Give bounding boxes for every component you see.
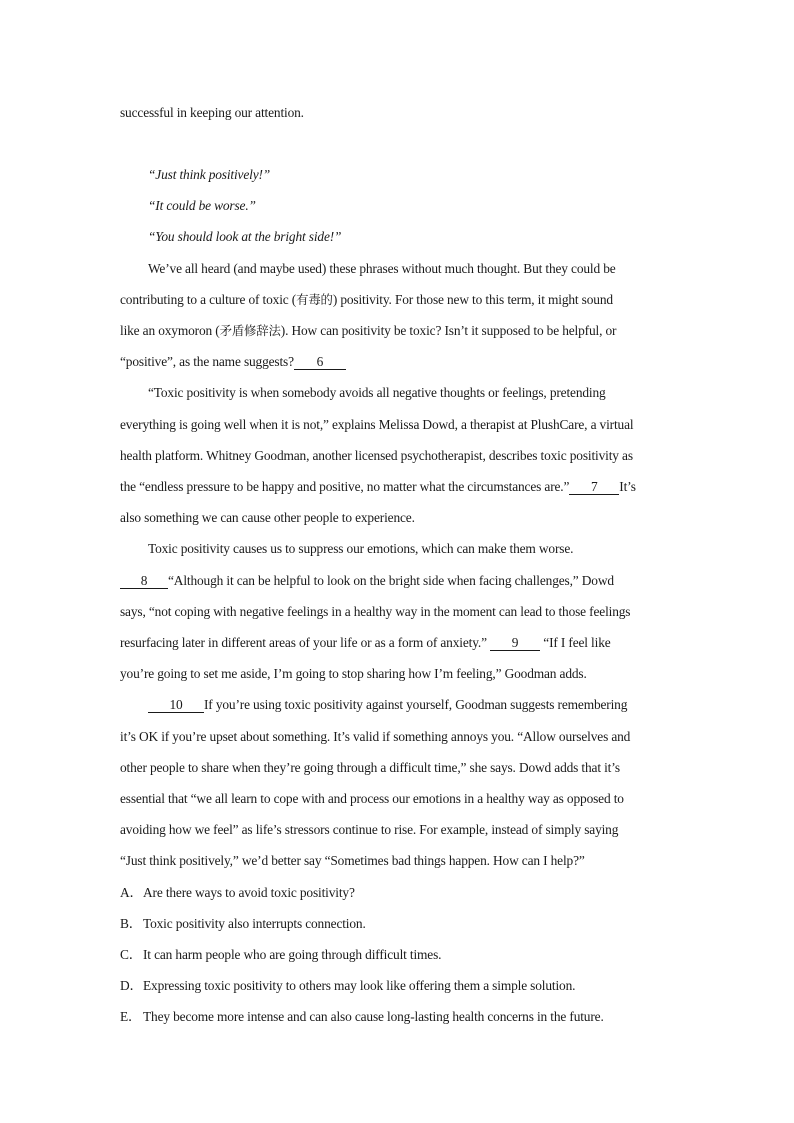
paragraph-line: also something we can cause other people to experience.: [120, 510, 415, 525]
paragraph-line: you’re going to set me aside, I’m going to stop sharing how I’m feeling,” Goodman adds.: [120, 666, 587, 681]
option-text: They become more intense and can also cause long-lasting health concerns in the future.: [143, 1009, 604, 1024]
paragraph-line: like an oxymoron (矛盾修辞法). How can positivity be toxic? Isn’t it supposed to be helpful, or: [120, 323, 617, 338]
paragraph-line: “Toxic positivity is when somebody avoids all negative thoughts or feelings, pretending: [148, 385, 606, 400]
paragraph-line: says, “not coping with negative feelings in a healthy way in the moment can lead to those feelings: [120, 604, 631, 619]
paragraph-line: health platform. Whitney Goodman, another licensed psychotherapist, describes toxic positivity as: [120, 448, 633, 463]
paragraph-line: We’ve all heard (and maybe used) these phrases without much thought. But they could be: [148, 261, 616, 276]
paragraph-line: contributing to a culture of toxic (有毒的) positivity. For those new to this term, it might sound: [120, 292, 613, 307]
paragraph-line: Toxic positivity causes us to suppress our emotions, which can make them worse.: [148, 541, 574, 556]
option-c: [120, 946, 441, 964]
option-e: [120, 1008, 604, 1026]
option-text: Are there ways to avoid toxic positivity?: [143, 885, 355, 900]
paragraph-line: “positive”, as the name suggests? 6: [120, 353, 346, 371]
option-letter: A．: [120, 885, 143, 900]
option-text: Toxic positivity also interrupts connection.: [143, 916, 366, 931]
paragraph-line: essential that “we all learn to cope with and process our emotions in a healthy way as opposed to: [120, 791, 624, 806]
paragraph-line: 8 “Although it can be helpful to look on the bright side when facing challenges,” Dowd: [120, 572, 614, 590]
paragraph-line: “Just think positively,” we’d better say “Sometimes bad things happen. How can I help?”: [120, 853, 585, 868]
option-letter: D．: [120, 978, 143, 993]
paragraph-line: the “endless pressure to be happy and positive, no matter what the circumstances are.” 7 It’s: [120, 479, 636, 494]
option-letter: B．: [120, 916, 143, 931]
option-b: [120, 915, 366, 933]
blank-6: 6: [294, 354, 346, 370]
paragraph-line: it’s OK if you’re upset about something. It’s valid if something annoys you. “Allow ourselves and: [120, 729, 631, 744]
paragraph-line: 10 If you’re using toxic positivity against yourself, Goodman suggests remembering: [148, 696, 627, 714]
paragraph-line: resurfacing later in different areas of your life or as a form of anxiety.” 9 “If I feel like: [120, 635, 611, 650]
blank-8: 8: [120, 573, 168, 589]
blank-7: 7: [569, 479, 619, 495]
paragraph-line: everything is going well when it is not,” explains Melissa Dowd, a therapist at PlushCare, a virtual: [120, 417, 634, 432]
quote-line: “You should look at the bright side!”: [148, 229, 342, 244]
paragraph-line: successful in keeping our attention.: [120, 105, 304, 120]
option-letter: E．: [120, 1009, 142, 1024]
blank-9: 9: [490, 635, 540, 651]
option-letter: C．: [120, 947, 143, 962]
paragraph-line: avoiding how we feel” as life’s stressors continue to rise. For example, instead of simply saying: [120, 822, 619, 837]
quote-line: “It could be worse.”: [148, 198, 256, 213]
quote-line: “Just think positively!”: [148, 167, 271, 182]
option-a: [120, 884, 355, 902]
blank-10: 10: [148, 697, 204, 713]
option-text: It can harm people who are going through difficult times.: [143, 947, 442, 962]
option-text: Expressing toxic positivity to others may look like offering them a simple solution.: [143, 978, 576, 993]
paragraph-line: other people to share when they’re going through a difficult time,” she says. Dowd adds that it’s: [120, 760, 620, 775]
option-d: [120, 977, 575, 995]
